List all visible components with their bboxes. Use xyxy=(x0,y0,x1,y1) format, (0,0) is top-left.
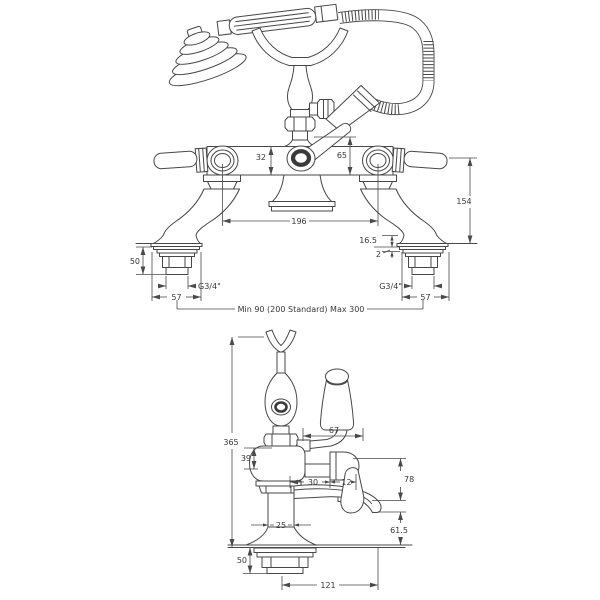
dim-body-height: 32 xyxy=(255,153,266,162)
dim-hose-outlet-drop: 65 xyxy=(336,151,347,160)
dim-spout-projection: 121 xyxy=(320,581,336,590)
side-shank xyxy=(254,548,316,574)
left-shank xyxy=(151,244,202,275)
dim-body-to-diverter: 30 xyxy=(307,478,319,487)
dim-overall-height: 365 xyxy=(223,438,239,447)
side-body xyxy=(250,446,306,481)
dim-riser-width: 25 xyxy=(275,521,287,530)
side-lever-handle xyxy=(320,369,353,430)
centre-boss xyxy=(287,146,315,171)
dim-deck-thickness: 2 xyxy=(375,250,381,259)
dim-spout-clearance: 61.5 xyxy=(390,526,408,535)
dim-left-flange-width: 57 xyxy=(171,293,182,302)
dim-handle-projection: 67 xyxy=(328,426,340,435)
side-spout xyxy=(294,485,381,513)
side-cradle-fork xyxy=(266,330,296,353)
dim-shank-length-front: 50 xyxy=(129,257,140,266)
dim-shank-length-side: 50 xyxy=(236,556,247,565)
front-view xyxy=(136,4,477,274)
left-valve-nut xyxy=(204,175,241,189)
side-view xyxy=(228,330,415,574)
side-diverter-pipe xyxy=(305,464,332,477)
dim-height-above-rim: 154 xyxy=(456,197,472,206)
handset-cradle xyxy=(252,28,348,66)
dim-centres-range: Min 90 (200 Standard) Max 300 xyxy=(237,305,365,314)
dim-right-flange-width: 57 xyxy=(420,293,431,302)
spout-bell xyxy=(269,175,335,211)
right-lever-handle xyxy=(392,148,448,175)
dim-rim-offset: 16.5 xyxy=(359,236,377,245)
dim-right-thread: G3/4" xyxy=(379,282,402,291)
dim-tap-centres: 196 xyxy=(291,217,307,226)
dim-diverter-lever: 12 xyxy=(341,478,352,487)
left-leg xyxy=(153,189,240,244)
dim-left-thread: G3/4" xyxy=(198,282,221,291)
left-lever-handle xyxy=(153,148,208,175)
side-escutcheon xyxy=(264,373,298,446)
dim-body-depth: 39 xyxy=(240,454,251,463)
side-cradle-stem xyxy=(277,352,285,373)
right-shank xyxy=(397,244,448,275)
handset-grip xyxy=(217,4,338,36)
dim-diverter-drop: 78 xyxy=(404,475,415,484)
deck-line-side xyxy=(228,545,412,548)
